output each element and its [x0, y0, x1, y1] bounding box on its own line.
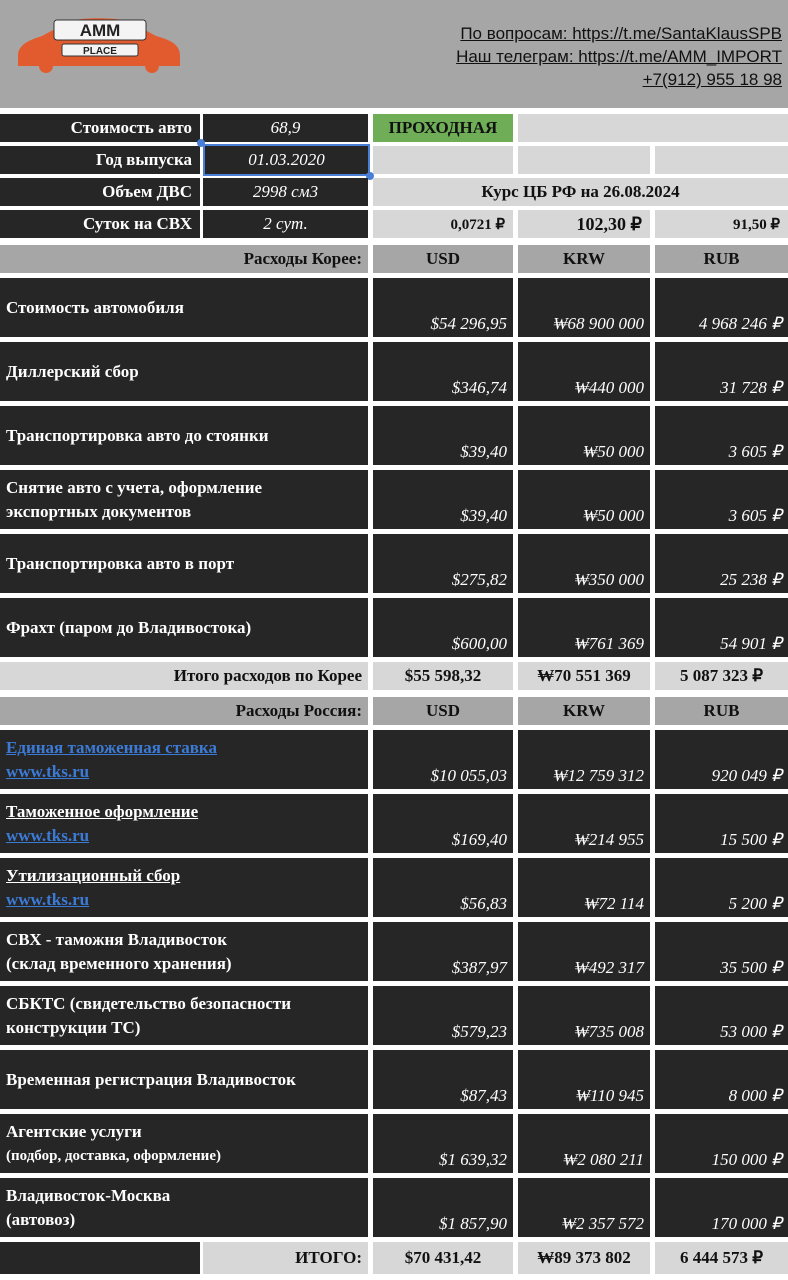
- cell-rub: 3 605 ₽: [655, 406, 788, 465]
- korea-total-krw: ₩70 551 369: [518, 662, 650, 690]
- col-rub: RUB: [655, 697, 788, 725]
- tks-link[interactable]: www.tks.ru: [6, 761, 90, 781]
- table-row-label: Снятие авто с учета, оформление экспортных документов: [0, 470, 368, 529]
- col-rub: RUB: [655, 245, 788, 273]
- rate-krw: 0,0721 ₽: [373, 210, 513, 238]
- cost-label: Стоимость авто: [0, 114, 200, 142]
- rate-usd: 102,30 ₽: [518, 210, 650, 238]
- customs-rate-link[interactable]: Единая таможенная ставка: [6, 737, 217, 757]
- col-krw: KRW: [518, 697, 650, 725]
- engine-value[interactable]: 2998 см3: [203, 178, 368, 206]
- cell-krw: ₩761 369: [518, 598, 650, 657]
- cell-krw: ₩350 000: [518, 534, 650, 593]
- cell-rub: 5 200 ₽: [655, 858, 788, 917]
- russia-section-title: Расходы Россия:: [0, 697, 368, 725]
- contact-channel-link[interactable]: Наш телеграм: https://t.me/AMM_IMPORT: [456, 47, 782, 66]
- cell-krw: ₩72 114: [518, 858, 650, 917]
- empty-cell: [0, 1242, 200, 1274]
- cell-krw: ₩68 900 000: [518, 278, 650, 337]
- table-row-label: Утилизационный сбор www.tks.ru: [0, 858, 368, 917]
- empty-cell: [373, 146, 513, 174]
- cell-usd: $10 055,03: [373, 730, 513, 789]
- cell-usd: $1 639,32: [373, 1114, 513, 1173]
- cell-usd: $600,00: [373, 598, 513, 657]
- cell-rub: 53 000 ₽: [655, 986, 788, 1045]
- cell-krw: ₩214 955: [518, 794, 650, 853]
- grand-total-krw: ₩89 373 802: [518, 1242, 650, 1274]
- cell-rub: 35 500 ₽: [655, 922, 788, 981]
- empty-cell: [655, 146, 788, 174]
- cell-usd: $56,83: [373, 858, 513, 917]
- table-row-label: Стоимость автомобиля: [0, 278, 368, 337]
- cost-value[interactable]: 68,9: [203, 114, 368, 142]
- cell-usd: $387,97: [373, 922, 513, 981]
- table-row-label: Транспортировка авто до стоянки: [0, 406, 368, 465]
- cell-krw: ₩50 000: [518, 406, 650, 465]
- selection-handle-icon[interactable]: [197, 139, 205, 147]
- grand-total-label: ИТОГО:: [203, 1242, 368, 1274]
- svg-text:AMM: AMM: [79, 21, 121, 40]
- cell-usd: $346,74: [373, 342, 513, 401]
- cell-krw: ₩492 317: [518, 922, 650, 981]
- table-row-label: Владивосток-Москва (автовоз): [0, 1178, 368, 1237]
- cell-rub: 31 728 ₽: [655, 342, 788, 401]
- grand-total-rub: 6 444 573 ₽: [655, 1242, 788, 1274]
- cell-rub: 3 605 ₽: [655, 470, 788, 529]
- cell-usd: $579,23: [373, 986, 513, 1045]
- status-badge: ПРОХОДНАЯ: [373, 114, 513, 142]
- table-row-label: [0, 730, 368, 789]
- cell-krw: ₩2 357 572: [518, 1178, 650, 1237]
- table-row-label: Агентские услуги (подбор, доставка, оформление): [0, 1114, 368, 1173]
- cell-krw: ₩110 945: [518, 1050, 650, 1109]
- cell-krw: ₩440 000: [518, 342, 650, 401]
- days-label: Суток на СВХ: [0, 210, 200, 238]
- cell-rub: 920 049 ₽: [655, 730, 788, 789]
- col-usd: USD: [373, 245, 513, 273]
- cell-usd: $54 296,95: [373, 278, 513, 337]
- tks-link[interactable]: www.tks.ru: [6, 889, 90, 909]
- cell-rub: 8 000 ₽: [655, 1050, 788, 1109]
- cell-krw: ₩735 008: [518, 986, 650, 1045]
- korea-section-title: Расходы Корее:: [0, 245, 368, 273]
- korea-total-rub: 5 087 323 ₽: [655, 662, 788, 690]
- empty-cell: [518, 146, 650, 174]
- contact-support-link[interactable]: По вопросам: https://t.me/SantaKlausSPB: [460, 24, 782, 43]
- cell-usd: $275,82: [373, 534, 513, 593]
- rate-title: Курс ЦБ РФ на 26.08.2024: [373, 178, 788, 206]
- amm-place-logo: [8, 14, 188, 76]
- cell-usd: $39,40: [373, 470, 513, 529]
- cell-usd: $169,40: [373, 794, 513, 853]
- table-row-label: Транспортировка авто в порт: [0, 534, 368, 593]
- korea-total-label: Итого расходов по Корее: [0, 662, 368, 690]
- cell-rub: 15 500 ₽: [655, 794, 788, 853]
- year-label: Год выпуска: [0, 146, 200, 174]
- grand-total-usd: $70 431,42: [373, 1242, 513, 1274]
- cell-rub: 4 968 246 ₽: [655, 278, 788, 337]
- contact-phone[interactable]: +7(912) 955 18 98: [642, 70, 782, 89]
- contacts-block: [456, 22, 782, 91]
- cell-rub: 170 000 ₽: [655, 1178, 788, 1237]
- days-value[interactable]: 2 сут.: [203, 210, 368, 238]
- empty-cell: [518, 114, 788, 142]
- cell-usd: $87,43: [373, 1050, 513, 1109]
- svg-text:PLACE: PLACE: [83, 46, 117, 57]
- cell-rub: 150 000 ₽: [655, 1114, 788, 1173]
- cell-rub: 25 238 ₽: [655, 534, 788, 593]
- korea-total-usd: $55 598,32: [373, 662, 513, 690]
- cell-krw: ₩2 080 211: [518, 1114, 650, 1173]
- header-bar: [0, 0, 788, 108]
- cell-rub: 54 901 ₽: [655, 598, 788, 657]
- tks-link[interactable]: www.tks.ru: [6, 825, 90, 845]
- cell-usd: $1 857,90: [373, 1178, 513, 1237]
- year-value-input[interactable]: 01.03.2020: [203, 144, 370, 176]
- rate-eur: 91,50 ₽: [655, 210, 788, 238]
- col-krw: KRW: [518, 245, 650, 273]
- table-row-label: Временная регистрация Владивосток: [0, 1050, 368, 1109]
- col-usd: USD: [373, 697, 513, 725]
- engine-label: Объем ДВС: [0, 178, 200, 206]
- table-row-label: СВХ - таможня Владивосток (склад временного хранения): [0, 922, 368, 981]
- cell-usd: $39,40: [373, 406, 513, 465]
- table-row-label: Диллерский сбор: [0, 342, 368, 401]
- table-row-label: СБКТС (свидетельство безопасности конструкции ТС): [0, 986, 368, 1045]
- table-row-label: Таможенное оформление www.tks.ru: [0, 794, 368, 853]
- table-row-label: Фрахт (паром до Владивостока): [0, 598, 368, 657]
- cell-krw: ₩12 759 312: [518, 730, 650, 789]
- cell-krw: ₩50 000: [518, 470, 650, 529]
